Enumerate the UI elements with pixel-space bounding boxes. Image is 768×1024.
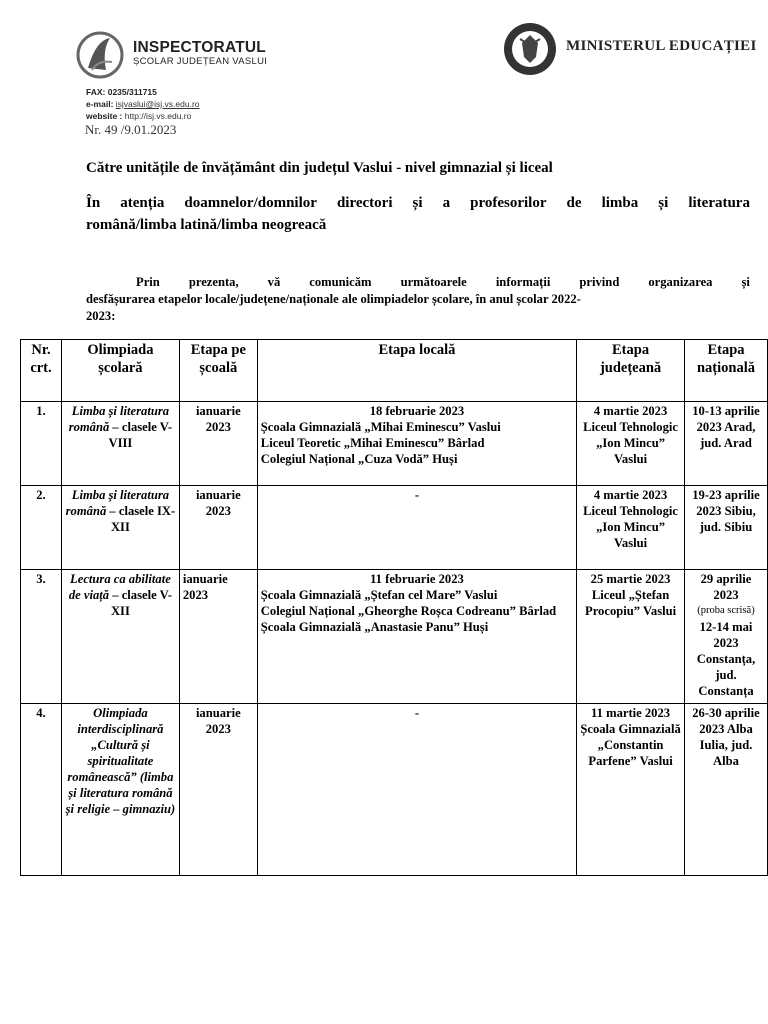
website-link[interactable]: http://isj.vs.edu.ro [124,111,192,121]
intro-word: organizarea [648,275,713,289]
intro-paragraph [86,274,750,325]
intro-word: privind [579,275,620,289]
olympiad-name: Limba și literatura română – [65,488,170,518]
intro-word: următoarele [400,275,467,289]
attention-word: și [412,195,423,211]
row-national-stage [685,570,768,704]
addressee-line: Către unitățile de învățământ din județul Vaslui - nivel gimnazial și liceal [86,160,553,176]
website-label: website : [86,111,123,121]
national-note: (proba scrisă) [697,605,755,616]
local-school: Școala Gimnazială „Anastasie Panu” Huși [260,620,489,634]
row-county-stage: 4 martie 2023 Liceul Tehnologic „Ion Mincu” Vaslui [577,402,685,486]
local-school: Liceul Teoretic „Mihai Eminescu” Bârlad [260,436,485,450]
inspectorate-title: INSPECTORATUL [133,39,266,56]
attention-line-1 [86,192,750,214]
ministry-name-text: MINISTERUL EDUCAȚIEI [566,38,757,54]
row-national-stage: 19-23 aprilie 2023 Sibiu, jud. Sibiu [685,486,768,570]
fax-line: FAX: 0235/311715 [86,87,157,97]
row-county-stage: 4 martie 2023 Liceul Tehnologic „Ion Mincu” Vaslui [577,486,685,570]
row-school-stage: ianuarie 2023 [179,486,257,570]
row-local-stage [257,486,576,570]
intro-line-1 [86,274,750,291]
attention-word: literatura [688,195,750,211]
registration-number: Nr. 49 /9.01.2023 [85,122,177,137]
row-olympiad [61,486,179,570]
email-link[interactable]: isjvaslui@isj.vs.edu.ro [115,99,200,109]
table-header-row [21,340,768,402]
attention-word: limba [601,195,639,211]
attention-word: atenția [120,195,165,211]
intro-word: vă [267,275,281,289]
row-local-stage [257,704,576,876]
row-olympiad [61,570,179,704]
local-school: Colegiul Național „Gheorghe Roșca Codreanu” Bârlad [260,604,557,618]
olympiad-classes: clasele IX-XII [110,504,176,534]
inspectorate-subtitle: ȘCOLAR JUDEȚEAN VASLUI [133,56,268,67]
olympiad-name: Limba și literatura română – [68,404,170,434]
local-date: 11 februarie 2023 [370,572,464,586]
row-school-stage: ianuarie 2023 [179,402,257,486]
header-national-stage: Etapa națională [685,340,768,402]
attention-word: directori [336,195,393,211]
olympiad-schedule-table [20,339,768,876]
contact-block [86,86,200,122]
email-line [86,98,200,110]
ministry-name [566,38,757,55]
attention-word: În [86,195,101,211]
header-nr: Nr. crt. [21,340,62,402]
row-county-stage: 11 martie 2023 Școala Gimnazială „Constantin Parfene” Vaslui [577,704,685,876]
inspectorate-logo-icon [76,30,124,80]
intro-word: Prin [136,275,160,289]
intro-line-2: desfășurarea etapelor locale/județene/naționale ale olimpiadelor școlare, în anul școlar 2022- [86,292,581,306]
row-national-stage: 26-30 aprilie 2023 Alba Iulia, jud. Alba [685,704,768,876]
row-national-stage: 10-13 aprilie 2023 Arad, jud. Arad [685,402,768,486]
table-row [21,402,768,486]
national-date: 29 aprilie 2023 [700,572,752,602]
attention-word: și [658,195,669,211]
row-nr: 2. [21,486,62,570]
attention-block [86,192,750,236]
local-date: - [414,488,420,502]
letterhead [0,0,768,140]
row-local-stage [257,402,576,486]
attention-word: doamnelor/domnilor [184,195,317,211]
row-olympiad [61,402,179,486]
government-seal-icon [502,21,558,77]
attention-line-2: română/limba latină/limba neogreacă [86,217,327,233]
olympiad-classes: – clasele V-XII [110,588,172,618]
local-date: 18 februarie 2023 [369,404,465,418]
row-county-stage: 25 martie 2023 Liceul „Ștefan Procopiu” Vaslui [577,570,685,704]
intro-word: informații [495,275,551,289]
header-school-stage: Etapa pe școală [179,340,257,402]
email-label: e-mail: [86,99,114,109]
local-school: Școala Gimnazială „Mihai Eminescu” Vaslui [260,420,501,434]
intro-word: și [741,275,750,289]
table-row [21,570,768,704]
row-school-stage: ianuarie 2023 [179,704,257,876]
header-county-stage: Etapa județeană [577,340,685,402]
table-row [21,704,768,876]
national-date-2: 12-14 mai 2023 Constanța, jud. Constanța [696,620,756,698]
attention-word: a [442,195,451,211]
local-school: Colegiul Național „Cuza Vodă” Huși [260,452,458,466]
olympiad-name: Lectura ca abilitate de viață [68,572,171,602]
row-local-stage [257,570,576,704]
intro-word: comunicăm [309,275,372,289]
intro-word: prezenta, [188,275,239,289]
row-nr: 3. [21,570,62,704]
local-school: Școala Gimnazială „Ștefan cel Mare” Vaslui [260,588,498,602]
table-row [21,486,768,570]
row-olympiad [61,704,179,876]
website-line [86,110,200,122]
header-olympiad: Olimpiada școlară [61,340,179,402]
row-nr: 4. [21,704,62,876]
row-school-stage: ianuarie 2023 [179,570,257,704]
local-date: - [414,706,420,720]
intro-line-3: 2023: [86,309,116,323]
row-nr: 1. [21,402,62,486]
attention-word: profesorilor [470,195,547,211]
attention-word: de [566,195,582,211]
header-local-stage: Etapa locală [257,340,576,402]
olympiad-classes: clasele V-VIII [108,420,173,450]
olympiad-name: Olimpiada interdisciplinară „Cultură și spiritualitate românească” (limba și literatura română și religie – gimnaziu) [65,706,176,816]
